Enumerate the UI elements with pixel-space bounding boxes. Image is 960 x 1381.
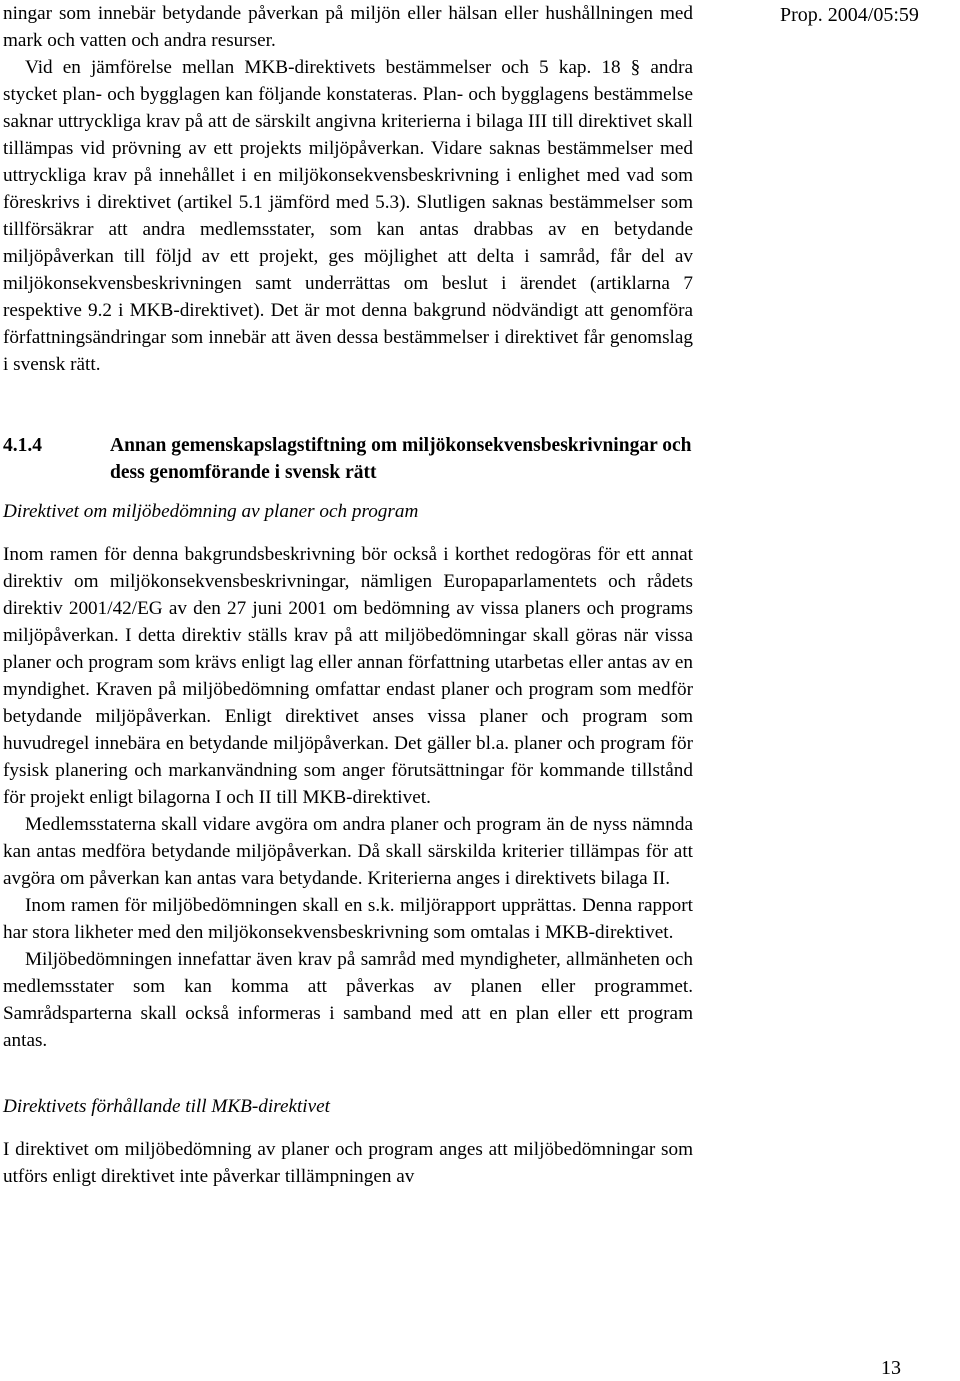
paragraph: Inom ramen för denna bakgrundsbeskrivning bör också i korthet redogöras för ett annat direktiv om miljökonsekvensbeskrivningar, nämligen Europaparlamentets och rådets direktiv 2001/42/EG av den 27 juni 2001 om bedömning av vissa planers och programs miljöpåverkan. I detta direktiv ställs krav på att miljöbedömningar skall göras när vissa planer och program som krävs enligt lag eller annan författning utarbetas eller antas av en myndighet. Kraven på miljöbedömning omfattar endast planer och program som medför betydande miljöpåverkan. Enligt direktivet anses vissa planer och program som huvudregel innebära en betydande miljöpåverkan. Det gäller bl.a. planer och program för fysisk planering och markanvändning som anger förutsättningar för kommande tillstånd för projekt enligt bilagorna I och II till MKB-direktivet. — [3, 544, 693, 808]
spacer — [3, 486, 693, 498]
paragraph: Medlemsstaterna skall vidare avgöra om andra planer och program än de nyss nämnda kan antas medföra betydande miljöpåverkan. Då skall särskilda kriterier tillämpas för att avgöra om påverkan kan antas vara betydande. Kriterierna anges i direktivets bilaga II. — [3, 814, 693, 889]
section-number: 4.1.4 — [3, 435, 42, 456]
continuation-paragraph: ningar som innebär betydande påverkan på miljön eller hälsan eller hushållningen med mark och vatten och andra resurser. — [3, 3, 693, 51]
spacer — [3, 525, 693, 541]
spacer — [3, 1054, 693, 1093]
paragraph: I direktivet om miljöbedömning av planer och program anges att miljöbedömningar som utförs enligt direktivet inte påverkar tillämpningen av — [3, 1139, 693, 1187]
page-number: 13 — [881, 1357, 901, 1379]
comparison-paragraph: Vid en jämförelse mellan MKB-direktivets bestämmelser och 5 kap. 18 § andra stycket plan- och bygglagen kan följande konstateras. Plan- och bygglagens bestämmelse saknar uttryckliga krav på att de särskilt angivna kriterierna i bilaga III till direktivet skall tillämpas vid prövning av ett projekts miljöpåverkan. Vidare saknas bestämmelser med uttryckliga krav på innehållet i en miljökonsekvensbeskrivning i enlighet med vad som föreskrivs i direktivet (artikel 5.1 jämförd med 5.3). Slutligen saknas bestämmelser som tillförsäkrar att andra medlemsstater, som kan antas drabbas av en betydande miljöpåverkan till följd av ett projekt, ges möjlighet att delta i samråd, får del av miljökonsekvensbeskrivningen samt underrättas om beslut i ärendet (artiklarna 7 respektive 9.2 i MKB-direktivet). Det är mot denna bakgrund nödvändigt att genomföra författningsändringar som innebär att även dessa bestämmelser i direktivet får genomslag i svensk rätt. — [3, 57, 693, 375]
spacer — [3, 378, 693, 432]
document-reference: Prop. 2004/05:59 — [780, 4, 919, 26]
spacer — [3, 1120, 693, 1136]
subsection-heading-mkb-relation: Direktivets förhållande till MKB-direktivet — [3, 1096, 331, 1117]
section-heading — [3, 432, 693, 486]
subsection-heading-planer-program: Direktivet om miljöbedömning av planer och program — [3, 501, 419, 522]
section-title: Annan gemenskapslagstiftning om miljökonsekvensbeskrivningar och dess genomförande i svensk rätt — [110, 435, 692, 483]
text-column — [3, 0, 693, 1190]
paragraph: Miljöbedömningen innefattar även krav på samråd med myndigheter, allmänheten och medlemsstater som kan komma att påverkas av planen eller programmet. Samrådsparterna skall också informeras i samband med att en plan eller ett program antas. — [3, 949, 693, 1051]
paragraph: Inom ramen för miljöbedömningen skall en s.k. miljörapport upprättas. Denna rapport har stora likheter med den miljökonsekvensbeskrivning som omtalas i MKB-direktivet. — [3, 895, 693, 943]
